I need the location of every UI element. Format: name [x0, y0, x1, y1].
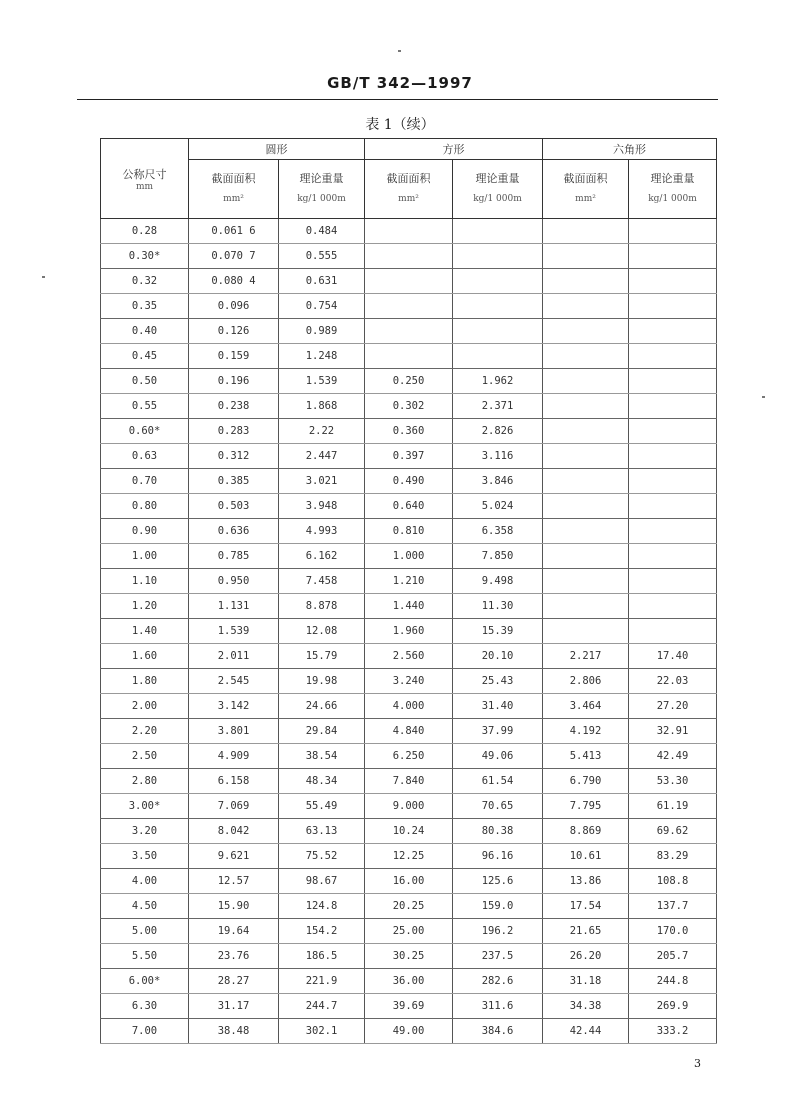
round-weight-header	[279, 160, 365, 219]
nominal-size-header	[101, 139, 189, 219]
square-area-cell	[365, 319, 453, 344]
round-weight-cell: 6.162	[279, 544, 365, 569]
square-area-cell: 49.00	[365, 1019, 453, 1044]
round-area-cell: 0.785	[189, 544, 279, 569]
table-row	[101, 469, 717, 494]
hexagon-area-cell: 42.44	[543, 1019, 629, 1044]
nominal-size-cell: 0.28	[101, 219, 189, 244]
hexagon-weight-cell: 137.7	[629, 894, 717, 919]
round-weight-cell: 75.52	[279, 844, 365, 869]
hexagon-group-header: 六角形	[543, 139, 717, 160]
hexagon-area-cell	[543, 269, 629, 294]
table-row	[101, 244, 717, 269]
hexagon-area-cell	[543, 569, 629, 594]
hexagon-area-cell	[543, 519, 629, 544]
round-area-cell: 9.621	[189, 844, 279, 869]
table-row	[101, 444, 717, 469]
round-weight-cell: 186.5	[279, 944, 365, 969]
round-area-cell: 0.196	[189, 369, 279, 394]
table-row	[101, 294, 717, 319]
table-row	[101, 894, 717, 919]
hexagon-weight-unit: kg/1 000m	[648, 194, 697, 204]
nominal-size-cell: 1.10	[101, 569, 189, 594]
square-weight-cell: 311.6	[453, 994, 543, 1019]
hexagon-area-cell	[543, 619, 629, 644]
square-weight-cell: 96.16	[453, 844, 543, 869]
square-weight-cell: 37.99	[453, 719, 543, 744]
square-weight-cell: 196.2	[453, 919, 543, 944]
hexagon-area-unit: mm²	[575, 194, 596, 204]
table-row	[101, 319, 717, 344]
round-area-cell: 0.312	[189, 444, 279, 469]
hexagon-weight-cell	[629, 519, 717, 544]
table-row	[101, 344, 717, 369]
square-area-cell	[365, 244, 453, 269]
hexagon-area-cell: 5.413	[543, 744, 629, 769]
hexagon-weight-cell	[629, 269, 717, 294]
hexagon-area-cell: 17.54	[543, 894, 629, 919]
nominal-size-cell: 6.00*	[101, 969, 189, 994]
hexagon-area-cell	[543, 544, 629, 569]
square-weight-cell: 9.498	[453, 569, 543, 594]
square-area-label: 截面面积	[386, 172, 431, 185]
hexagon-area-cell: 2.806	[543, 669, 629, 694]
hexagon-weight-cell: 269.9	[629, 994, 717, 1019]
table-row	[101, 869, 717, 894]
square-weight-label: 理论重量	[475, 172, 520, 185]
hexagon-area-cell: 10.61	[543, 844, 629, 869]
round-weight-cell: 55.49	[279, 794, 365, 819]
round-area-cell: 6.158	[189, 769, 279, 794]
hexagon-weight-header	[629, 160, 717, 219]
round-weight-cell: 124.8	[279, 894, 365, 919]
hexagon-area-label: 截面面积	[563, 172, 608, 185]
round-area-cell: 0.096	[189, 294, 279, 319]
round-weight-cell: 12.08	[279, 619, 365, 644]
table-row	[101, 769, 717, 794]
square-area-cell: 0.397	[365, 444, 453, 469]
hexagon-weight-cell	[629, 569, 717, 594]
round-weight-cell: 221.9	[279, 969, 365, 994]
nominal-size-cell: 2.20	[101, 719, 189, 744]
square-group-header: 方形	[365, 139, 543, 160]
table-row	[101, 494, 717, 519]
hexagon-area-header	[543, 160, 629, 219]
round-area-label: 截面面积	[211, 172, 256, 185]
round-area-cell: 0.159	[189, 344, 279, 369]
square-area-cell: 25.00	[365, 919, 453, 944]
hexagon-weight-cell: 108.8	[629, 869, 717, 894]
hexagon-weight-cell: 61.19	[629, 794, 717, 819]
hexagon-area-cell	[543, 594, 629, 619]
hexagon-weight-cell: 69.62	[629, 819, 717, 844]
square-weight-cell: 70.65	[453, 794, 543, 819]
round-group-header: 圆形	[189, 139, 365, 160]
square-weight-cell: 2.371	[453, 394, 543, 419]
nominal-size-cell: 2.80	[101, 769, 189, 794]
round-area-cell: 28.27	[189, 969, 279, 994]
table-row	[101, 369, 717, 394]
round-area-cell: 2.011	[189, 644, 279, 669]
square-area-cell: 2.560	[365, 644, 453, 669]
nominal-size-cell: 0.60*	[101, 419, 189, 444]
square-area-cell: 16.00	[365, 869, 453, 894]
square-weight-cell: 1.962	[453, 369, 543, 394]
table-row	[101, 919, 717, 944]
square-area-cell: 1.000	[365, 544, 453, 569]
square-area-cell: 0.640	[365, 494, 453, 519]
round-weight-cell: 3.948	[279, 494, 365, 519]
table-row	[101, 419, 717, 444]
round-area-cell: 1.131	[189, 594, 279, 619]
round-area-cell: 31.17	[189, 994, 279, 1019]
round-weight-cell: 302.1	[279, 1019, 365, 1044]
round-area-cell: 3.142	[189, 694, 279, 719]
hexagon-area-cell: 7.795	[543, 794, 629, 819]
hexagon-area-cell	[543, 244, 629, 269]
round-weight-cell: 3.021	[279, 469, 365, 494]
hexagon-weight-cell	[629, 244, 717, 269]
table-row	[101, 944, 717, 969]
square-area-cell: 0.250	[365, 369, 453, 394]
square-weight-cell	[453, 319, 543, 344]
scan-speck	[398, 50, 401, 52]
hexagon-area-cell: 6.790	[543, 769, 629, 794]
square-area-cell	[365, 344, 453, 369]
hexagon-weight-cell: 32.91	[629, 719, 717, 744]
square-weight-cell: 237.5	[453, 944, 543, 969]
hexagon-weight-cell: 27.20	[629, 694, 717, 719]
square-area-cell	[365, 219, 453, 244]
round-area-header	[189, 160, 279, 219]
hexagon-weight-cell: 83.29	[629, 844, 717, 869]
round-weight-cell: 4.993	[279, 519, 365, 544]
square-area-cell: 0.490	[365, 469, 453, 494]
table-row	[101, 644, 717, 669]
hexagon-weight-cell	[629, 369, 717, 394]
nominal-size-cell: 0.90	[101, 519, 189, 544]
table-body	[101, 219, 717, 1044]
round-area-cell: 0.126	[189, 319, 279, 344]
table-row	[101, 219, 717, 244]
square-weight-cell: 20.10	[453, 644, 543, 669]
hexagon-weight-cell	[629, 294, 717, 319]
square-area-unit: mm²	[398, 194, 419, 204]
hexagon-weight-cell: 53.30	[629, 769, 717, 794]
square-area-cell: 30.25	[365, 944, 453, 969]
nominal-size-cell: 0.30*	[101, 244, 189, 269]
round-weight-cell: 63.13	[279, 819, 365, 844]
round-weight-cell: 38.54	[279, 744, 365, 769]
round-area-cell: 12.57	[189, 869, 279, 894]
round-weight-cell: 48.34	[279, 769, 365, 794]
square-weight-cell: 2.826	[453, 419, 543, 444]
square-area-cell	[365, 269, 453, 294]
hexagon-weight-cell	[629, 444, 717, 469]
hexagon-weight-cell: 244.8	[629, 969, 717, 994]
square-area-header	[365, 160, 453, 219]
hexagon-area-cell	[543, 419, 629, 444]
square-area-cell: 0.810	[365, 519, 453, 544]
round-area-cell: 23.76	[189, 944, 279, 969]
square-weight-header	[453, 160, 543, 219]
square-area-cell: 3.240	[365, 669, 453, 694]
square-weight-cell	[453, 344, 543, 369]
nominal-size-cell: 2.50	[101, 744, 189, 769]
nominal-size-cell: 0.35	[101, 294, 189, 319]
nominal-size-cell: 0.55	[101, 394, 189, 419]
square-weight-cell: 5.024	[453, 494, 543, 519]
table-title: 表 1（续）	[365, 117, 435, 133]
hexagon-area-cell: 4.192	[543, 719, 629, 744]
round-weight-cell: 29.84	[279, 719, 365, 744]
nominal-size-cell: 3.20	[101, 819, 189, 844]
round-weight-cell: 24.66	[279, 694, 365, 719]
standard-code: GB/T 342—1997	[327, 74, 473, 92]
table-row	[101, 619, 717, 644]
square-weight-cell	[453, 269, 543, 294]
round-weight-cell: 1.539	[279, 369, 365, 394]
hexagon-area-cell	[543, 319, 629, 344]
nominal-size-cell: 1.20	[101, 594, 189, 619]
round-area-unit: mm²	[223, 194, 244, 204]
nominal-size-cell: 7.00	[101, 1019, 189, 1044]
round-area-cell: 0.070 7	[189, 244, 279, 269]
round-area-cell: 0.636	[189, 519, 279, 544]
table-row	[101, 594, 717, 619]
header-rule	[77, 99, 718, 100]
round-weight-cell: 244.7	[279, 994, 365, 1019]
round-area-cell: 15.90	[189, 894, 279, 919]
nominal-size-cell: 1.80	[101, 669, 189, 694]
table-row	[101, 719, 717, 744]
square-area-cell: 36.00	[365, 969, 453, 994]
square-weight-cell: 80.38	[453, 819, 543, 844]
square-weight-cell: 11.30	[453, 594, 543, 619]
round-weight-label: 理论重量	[299, 172, 344, 185]
round-weight-cell: 0.484	[279, 219, 365, 244]
nominal-size-cell: 0.40	[101, 319, 189, 344]
hexagon-area-cell	[543, 369, 629, 394]
nominal-size-cell: 5.00	[101, 919, 189, 944]
nominal-size-cell: 6.30	[101, 994, 189, 1019]
round-weight-cell: 0.989	[279, 319, 365, 344]
square-area-cell: 0.360	[365, 419, 453, 444]
hexagon-area-cell	[543, 444, 629, 469]
round-weight-cell: 15.79	[279, 644, 365, 669]
hexagon-area-cell: 13.86	[543, 869, 629, 894]
square-weight-cell: 3.116	[453, 444, 543, 469]
square-weight-unit: kg/1 000m	[473, 194, 522, 204]
round-weight-cell: 2.22	[279, 419, 365, 444]
page-number: 3	[694, 1057, 701, 1070]
square-weight-cell: 7.850	[453, 544, 543, 569]
round-area-cell: 19.64	[189, 919, 279, 944]
round-weight-cell: 7.458	[279, 569, 365, 594]
round-area-cell: 0.238	[189, 394, 279, 419]
square-area-cell: 6.250	[365, 744, 453, 769]
round-weight-cell: 1.248	[279, 344, 365, 369]
hexagon-area-cell: 8.869	[543, 819, 629, 844]
square-area-cell: 12.25	[365, 844, 453, 869]
square-weight-cell: 25.43	[453, 669, 543, 694]
round-area-cell: 0.950	[189, 569, 279, 594]
hexagon-weight-label: 理论重量	[650, 172, 695, 185]
hexagon-area-cell: 31.18	[543, 969, 629, 994]
hexagon-area-cell	[543, 219, 629, 244]
round-weight-cell: 8.878	[279, 594, 365, 619]
square-area-cell: 0.302	[365, 394, 453, 419]
hexagon-area-cell	[543, 294, 629, 319]
hexagon-area-cell	[543, 494, 629, 519]
round-weight-cell: 0.631	[279, 269, 365, 294]
nominal-size-cell: 5.50	[101, 944, 189, 969]
square-weight-cell	[453, 219, 543, 244]
hexagon-area-cell: 2.217	[543, 644, 629, 669]
hexagon-area-cell	[543, 394, 629, 419]
hexagon-area-cell	[543, 469, 629, 494]
square-area-cell: 4.840	[365, 719, 453, 744]
round-area-cell: 0.503	[189, 494, 279, 519]
hexagon-weight-cell: 205.7	[629, 944, 717, 969]
nominal-size-cell: 4.50	[101, 894, 189, 919]
square-weight-cell: 282.6	[453, 969, 543, 994]
nominal-size-cell: 0.50	[101, 369, 189, 394]
hexagon-weight-cell	[629, 419, 717, 444]
square-area-cell: 9.000	[365, 794, 453, 819]
table-row	[101, 969, 717, 994]
hexagon-weight-cell	[629, 394, 717, 419]
square-weight-cell: 31.40	[453, 694, 543, 719]
square-weight-cell: 61.54	[453, 769, 543, 794]
round-area-cell: 0.061 6	[189, 219, 279, 244]
nominal-size-cell: 1.00	[101, 544, 189, 569]
nominal-size-cell: 4.00	[101, 869, 189, 894]
round-area-cell: 2.545	[189, 669, 279, 694]
round-area-cell: 38.48	[189, 1019, 279, 1044]
wire-dimension-table	[100, 138, 717, 1044]
round-weight-cell: 2.447	[279, 444, 365, 469]
square-area-cell: 1.210	[365, 569, 453, 594]
hexagon-area-cell: 34.38	[543, 994, 629, 1019]
nominal-size-label: 公称尺寸	[122, 167, 167, 181]
table-row	[101, 519, 717, 544]
square-area-cell: 4.000	[365, 694, 453, 719]
table-row	[101, 794, 717, 819]
round-area-cell: 4.909	[189, 744, 279, 769]
square-weight-cell: 384.6	[453, 1019, 543, 1044]
hexagon-weight-cell	[629, 544, 717, 569]
square-weight-cell: 159.0	[453, 894, 543, 919]
round-area-cell: 8.042	[189, 819, 279, 844]
round-area-cell: 0.385	[189, 469, 279, 494]
table-row	[101, 269, 717, 294]
hexagon-weight-cell	[629, 594, 717, 619]
table-row	[101, 744, 717, 769]
round-weight-cell: 154.2	[279, 919, 365, 944]
nominal-size-unit: mm	[135, 181, 154, 192]
table-row	[101, 694, 717, 719]
hexagon-area-cell: 21.65	[543, 919, 629, 944]
nominal-size-cell: 3.50	[101, 844, 189, 869]
hexagon-area-cell	[543, 344, 629, 369]
nominal-size-cell: 0.63	[101, 444, 189, 469]
hexagon-area-cell: 26.20	[543, 944, 629, 969]
round-weight-unit: kg/1 000m	[297, 194, 346, 204]
square-area-cell: 20.25	[365, 894, 453, 919]
square-area-cell: 1.440	[365, 594, 453, 619]
round-area-cell: 0.080 4	[189, 269, 279, 294]
hexagon-weight-cell: 22.03	[629, 669, 717, 694]
square-weight-cell	[453, 294, 543, 319]
hexagon-weight-cell: 333.2	[629, 1019, 717, 1044]
round-area-cell: 3.801	[189, 719, 279, 744]
round-weight-cell: 19.98	[279, 669, 365, 694]
hexagon-weight-cell	[629, 219, 717, 244]
round-weight-cell: 0.555	[279, 244, 365, 269]
hexagon-weight-cell	[629, 619, 717, 644]
hexagon-weight-cell: 42.49	[629, 744, 717, 769]
square-weight-cell	[453, 244, 543, 269]
round-area-cell: 0.283	[189, 419, 279, 444]
square-weight-cell: 49.06	[453, 744, 543, 769]
scan-speck	[762, 396, 765, 398]
hexagon-weight-cell	[629, 469, 717, 494]
square-area-cell: 39.69	[365, 994, 453, 1019]
scan-speck	[42, 276, 45, 278]
round-weight-cell: 0.754	[279, 294, 365, 319]
nominal-size-cell: 3.00*	[101, 794, 189, 819]
nominal-size-cell: 0.45	[101, 344, 189, 369]
hexagon-weight-cell: 17.40	[629, 644, 717, 669]
nominal-size-cell: 1.60	[101, 644, 189, 669]
hexagon-area-cell: 3.464	[543, 694, 629, 719]
square-area-cell: 1.960	[365, 619, 453, 644]
round-area-cell: 1.539	[189, 619, 279, 644]
hexagon-weight-cell: 170.0	[629, 919, 717, 944]
square-area-cell	[365, 294, 453, 319]
square-area-cell: 10.24	[365, 819, 453, 844]
nominal-size-cell: 0.80	[101, 494, 189, 519]
nominal-size-cell: 2.00	[101, 694, 189, 719]
table-row	[101, 569, 717, 594]
hexagon-weight-cell	[629, 494, 717, 519]
table-row	[101, 1019, 717, 1044]
table-row	[101, 669, 717, 694]
nominal-size-cell: 0.70	[101, 469, 189, 494]
table-row	[101, 994, 717, 1019]
table-row	[101, 844, 717, 869]
nominal-size-cell: 1.40	[101, 619, 189, 644]
nominal-size-cell: 0.32	[101, 269, 189, 294]
square-weight-cell: 15.39	[453, 619, 543, 644]
square-area-cell: 7.840	[365, 769, 453, 794]
square-weight-cell: 125.6	[453, 869, 543, 894]
round-weight-cell: 1.868	[279, 394, 365, 419]
hexagon-weight-cell	[629, 319, 717, 344]
round-area-cell: 7.069	[189, 794, 279, 819]
table-row	[101, 394, 717, 419]
square-weight-cell: 3.846	[453, 469, 543, 494]
table-row	[101, 819, 717, 844]
table-row	[101, 544, 717, 569]
hexagon-weight-cell	[629, 344, 717, 369]
square-weight-cell: 6.358	[453, 519, 543, 544]
round-weight-cell: 98.67	[279, 869, 365, 894]
